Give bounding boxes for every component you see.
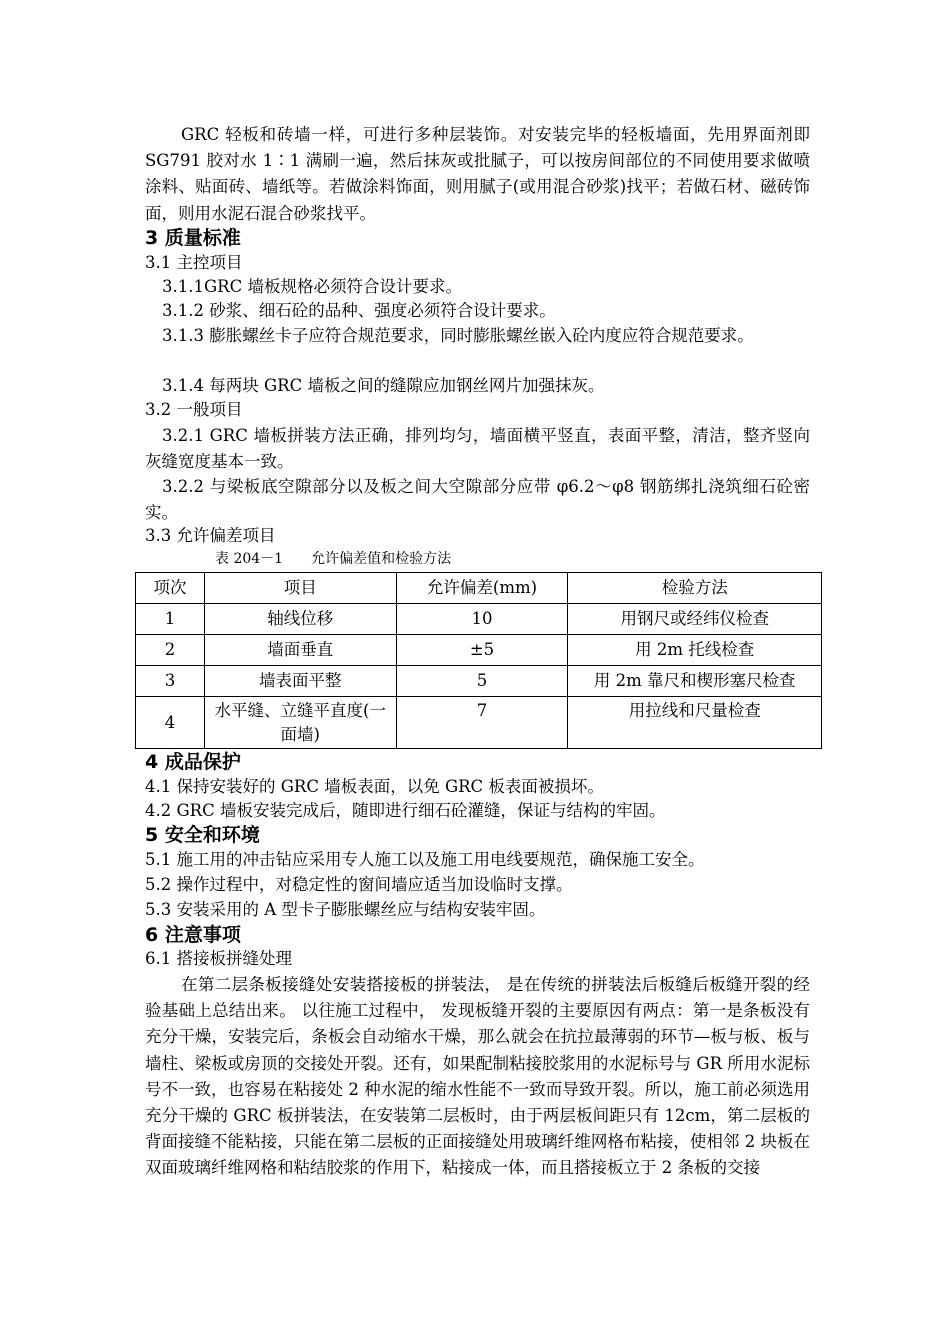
header-cell-method: 检验方法 bbox=[568, 573, 822, 604]
item-3-1-4: 3.1.4 每两块 GRC 墙板之间的缝隙应加钢丝网片加强抹灰。 bbox=[162, 376, 605, 395]
section-4-heading: 4 成品保护 bbox=[145, 751, 241, 773]
item-3-1-2: 3.1.2 砂浆、细石砼的品种、强度必须符合设计要求。 bbox=[162, 301, 556, 320]
table-cell: 10 bbox=[396, 604, 568, 635]
table-caption-title: 允许偏差值和检验方法 bbox=[311, 551, 452, 567]
item-5-2: 5.2 操作过程中，对稳定性的窗间墙应适当加设临时支撑。 bbox=[145, 875, 573, 894]
section-3-1-title: 3.1 主控项目 bbox=[145, 253, 243, 272]
table-row bbox=[136, 635, 822, 666]
item-4-1: 4.1 保持安装好的 GRC 墙板表面，以免 GRC 板表面被损坏。 bbox=[145, 777, 604, 796]
header-cell-no: 项次 bbox=[136, 573, 205, 604]
deviation-table bbox=[135, 572, 822, 749]
header-cell-item: 项目 bbox=[204, 573, 396, 604]
section-3-heading: 3 质量标准 bbox=[145, 227, 241, 249]
item-4-2: 4.2 GRC 墙板安装完成后，随即进行细石砼灌缝，保证与结构的牢固。 bbox=[145, 801, 666, 820]
table-cell: 3 bbox=[136, 666, 205, 697]
item-5-1: 5.1 施工用的冲击钻应采用专人施工以及施工用电线要规范，确保施工安全。 bbox=[145, 850, 705, 869]
table-cell: 墙面垂直 bbox=[204, 635, 396, 666]
item-3-1-3: 3.1.3 膨胀螺丝卡子应符合规范要求，同时膨胀螺丝嵌入砼内度应符合规范要求。 bbox=[162, 326, 754, 345]
table-row bbox=[136, 697, 822, 749]
section-3-2-title: 3.2 一般项目 bbox=[145, 400, 243, 419]
table-header-row bbox=[136, 573, 822, 604]
section-6-1-paragraph: 在第二层条板接缝处安装搭接板的拼装法， 是在传统的拼装法后板缝后板缝开裂的经验基础上总结出来。 以往施工过程中， 发现板缝开裂的主要原因有两点：第一是条板没有充分干燥，安装完后，条板会自动缩水干燥，那么就会在抗拉最薄弱的环节—板与板、板与墙柱、梁板或房顶的交接处开裂。还有，如果配制粘接胶浆用的水泥标号与 GR 所用水泥标号不一致，也容易在粘接处 2 种水泥的缩水性能不一致而导致开裂。所以，施工前必须选用充分干燥的 GRC 板拼装法，在安装第二层板时，由于两层板间距只有 12cm，第二层板的背面接缝不能粘接，只能在第二层板的正面接缝处用玻璃纤维网格布粘接，使相邻 2 块板在双面玻璃纤维网格和粘结胶浆的作用下，粘接成一体，而且搭接板立于 2 条板的交接 bbox=[145, 975, 811, 1178]
table-cell: 用 2m 靠尺和楔形塞尺检查 bbox=[568, 666, 822, 697]
table-cell: 5 bbox=[396, 666, 568, 697]
table-row bbox=[136, 604, 822, 635]
table-cell: 2 bbox=[136, 635, 205, 666]
table-caption-number: 表 204－1 bbox=[215, 551, 284, 567]
item-5-3: 5.3 安装采用的 A 型卡子膨胀螺丝应与结构安装牢固。 bbox=[145, 900, 546, 919]
table-cell: 用拉线和尺量检查 bbox=[568, 697, 822, 749]
item-3-2-1: 3.2.1 GRC 墙板拼装方法正确，排列均匀，墙面横平竖直，表面平整，清洁，整齐竖向灰缝宽度基本一致。 bbox=[145, 426, 810, 472]
section-6-heading: 6 注意事项 bbox=[145, 924, 241, 946]
table-cell: 用钢尺或经纬仪检查 bbox=[568, 604, 822, 635]
table-cell: ±5 bbox=[396, 635, 568, 666]
intro-paragraph: GRC 轻板和砖墙一样，可进行多种层装饰。对安装完毕的轻板墙面，先用界面剂即 SG791 胶对水 1∶1 满刷一遍，然后抹灰或批腻子，可以按房间部位的不同使用要求做喷涂料、贴面砖、墙纸等。若做涂料饰面，则用腻子(或用混合砂浆)找平；若做石材、磁砖饰面，则用水泥石混合砂浆找平。 bbox=[145, 125, 810, 223]
item-3-2-2: 3.2.2 与梁板底空隙部分以及板之间大空隙部分应带 φ6.2～φ8 钢筋绑扎浇筑细石砼密实。 bbox=[145, 477, 810, 523]
table-cell: 1 bbox=[136, 604, 205, 635]
section-5-heading: 5 安全和环境 bbox=[145, 824, 260, 846]
header-cell-tolerance: 允许偏差(mm) bbox=[396, 573, 568, 604]
section-6-1-title: 6.1 搭接板拼缝处理 bbox=[145, 949, 292, 968]
section-3-3-title: 3.3 允许偏差项目 bbox=[145, 526, 276, 545]
table-cell: 用 2m 托线检查 bbox=[568, 635, 822, 666]
table-caption bbox=[215, 549, 479, 569]
table-cell: 4 bbox=[136, 697, 205, 749]
table-cell: 墙表面平整 bbox=[204, 666, 396, 697]
item-3-1-1: 3.1.1GRC 墙板规格必须符合设计要求。 bbox=[162, 277, 462, 296]
table-cell: 轴线位移 bbox=[204, 604, 396, 635]
table-cell: 7 bbox=[396, 697, 568, 749]
table-cell: 水平缝、立缝平直度(一面墙) bbox=[204, 697, 396, 749]
table-row bbox=[136, 666, 822, 697]
